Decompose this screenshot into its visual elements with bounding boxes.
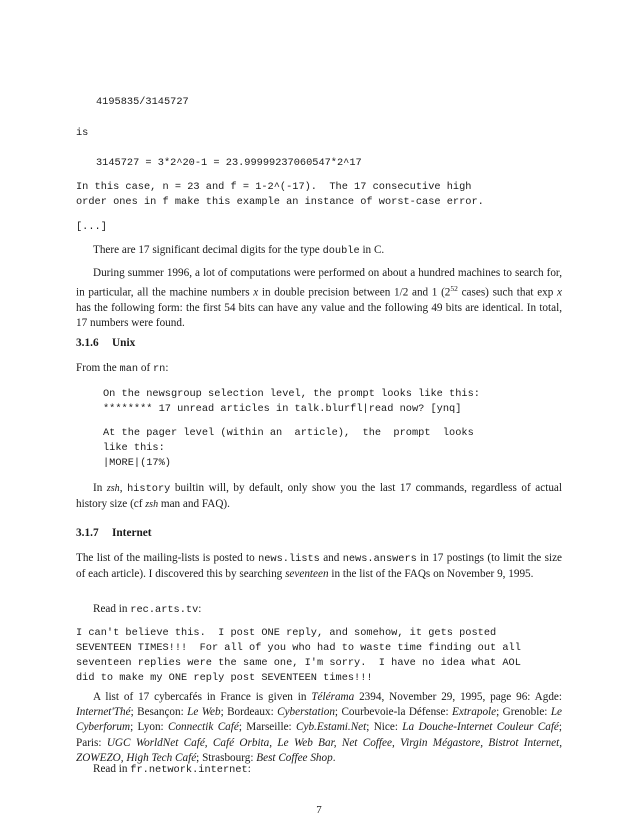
code-line: In this case, n = 23 and f = 1-2^(-17). The 17 consecutive high [76,181,472,193]
paragraph: Read in fr.network.internet: [93,763,251,776]
page-number: 7 [316,804,322,816]
code-line: did to make my ONE reply post SEVENTEEN times!!! [76,672,373,684]
paragraph: Read in rec.arts.tv: [93,603,202,616]
paragraph: During summer 1996, a lot of computations were performed on about a hundred machines to search for, in particular, all the machine numbers x in double precision between 1/2 and 1 ($2^{52}$ cases) such that exp x has the following form: the first 54 bits can have any value and the following 49 bits are identical. In total, 17 numbers were found. [76,267,562,330]
code-line: [...] [76,221,107,233]
paragraph: The list of the mailing-lists is posted to news.lists and news.answers in 17 postings (to limit the size of each article). I discovered this by searching seventeen in the list of the FAQs on November 9, 1995. [76,552,563,581]
code-line: order ones in f make this example an instance of worst-case error. [76,196,484,208]
code-line: seventeen replies were the same one, I'm sorry. I have no idea what AOL [76,657,521,669]
paragraph: There are 17 significant decimal digits for the type double in C. [93,244,385,257]
code-line: I can't believe this. I post ONE reply, and somehow, it gets posted [76,627,497,639]
code-inline: double [322,245,360,257]
code-line: ******** 17 unread articles in talk.blurfl|read now? [ynq] [103,403,462,415]
code-line: SEVENTEEN TIMES!!! For all of you who had to waste time finding out all [76,642,521,654]
code-line: 3145727 = 3*2^20-1 = 23.99999237060547*2^17 [96,157,362,169]
paragraph: From the man of rn: [76,362,169,375]
code-line: 4195835/3145727 [96,96,189,108]
code-line: like this: [103,442,165,454]
code-line: is [76,127,89,139]
section-heading: 3.1.7 Internet [76,527,152,539]
paragraph: A list of 17 cybercafés in France is given in Télérama 2394, November 29, 1995, page 96: Agde: Internet'Thé; Besançon: Le Web; Bordeaux: Cyberstation; Courbevoie-la Défense: Extrapole; Grenoble: Le Cyberforum; Lyon: Connectik Café; Marseille: Cyb.Estami.Net; Nice: La Douche-Internet Couleur Café; Paris: UGC WorldNet Café, Café Orbita, Le Web Bar, Net Coffee, Virgin Mégastore, Bistrot Internet, ZOWEZO, High Tech Café; Strasbourg: Best Coffee Shop. [76,691,562,764]
code-line: At the pager level (within an article), the prompt looks [103,427,474,439]
code-line: |MORE|(17%) [103,457,171,469]
code-line: On the newsgroup selection level, the prompt looks like this: [103,388,480,400]
section-heading: 3.1.6 Unix [76,337,136,349]
paragraph: In zsh, history builtin will, by default, only show you the last 17 commands, regardless of actual history size (cf zsh man and FAQ). [76,482,563,511]
